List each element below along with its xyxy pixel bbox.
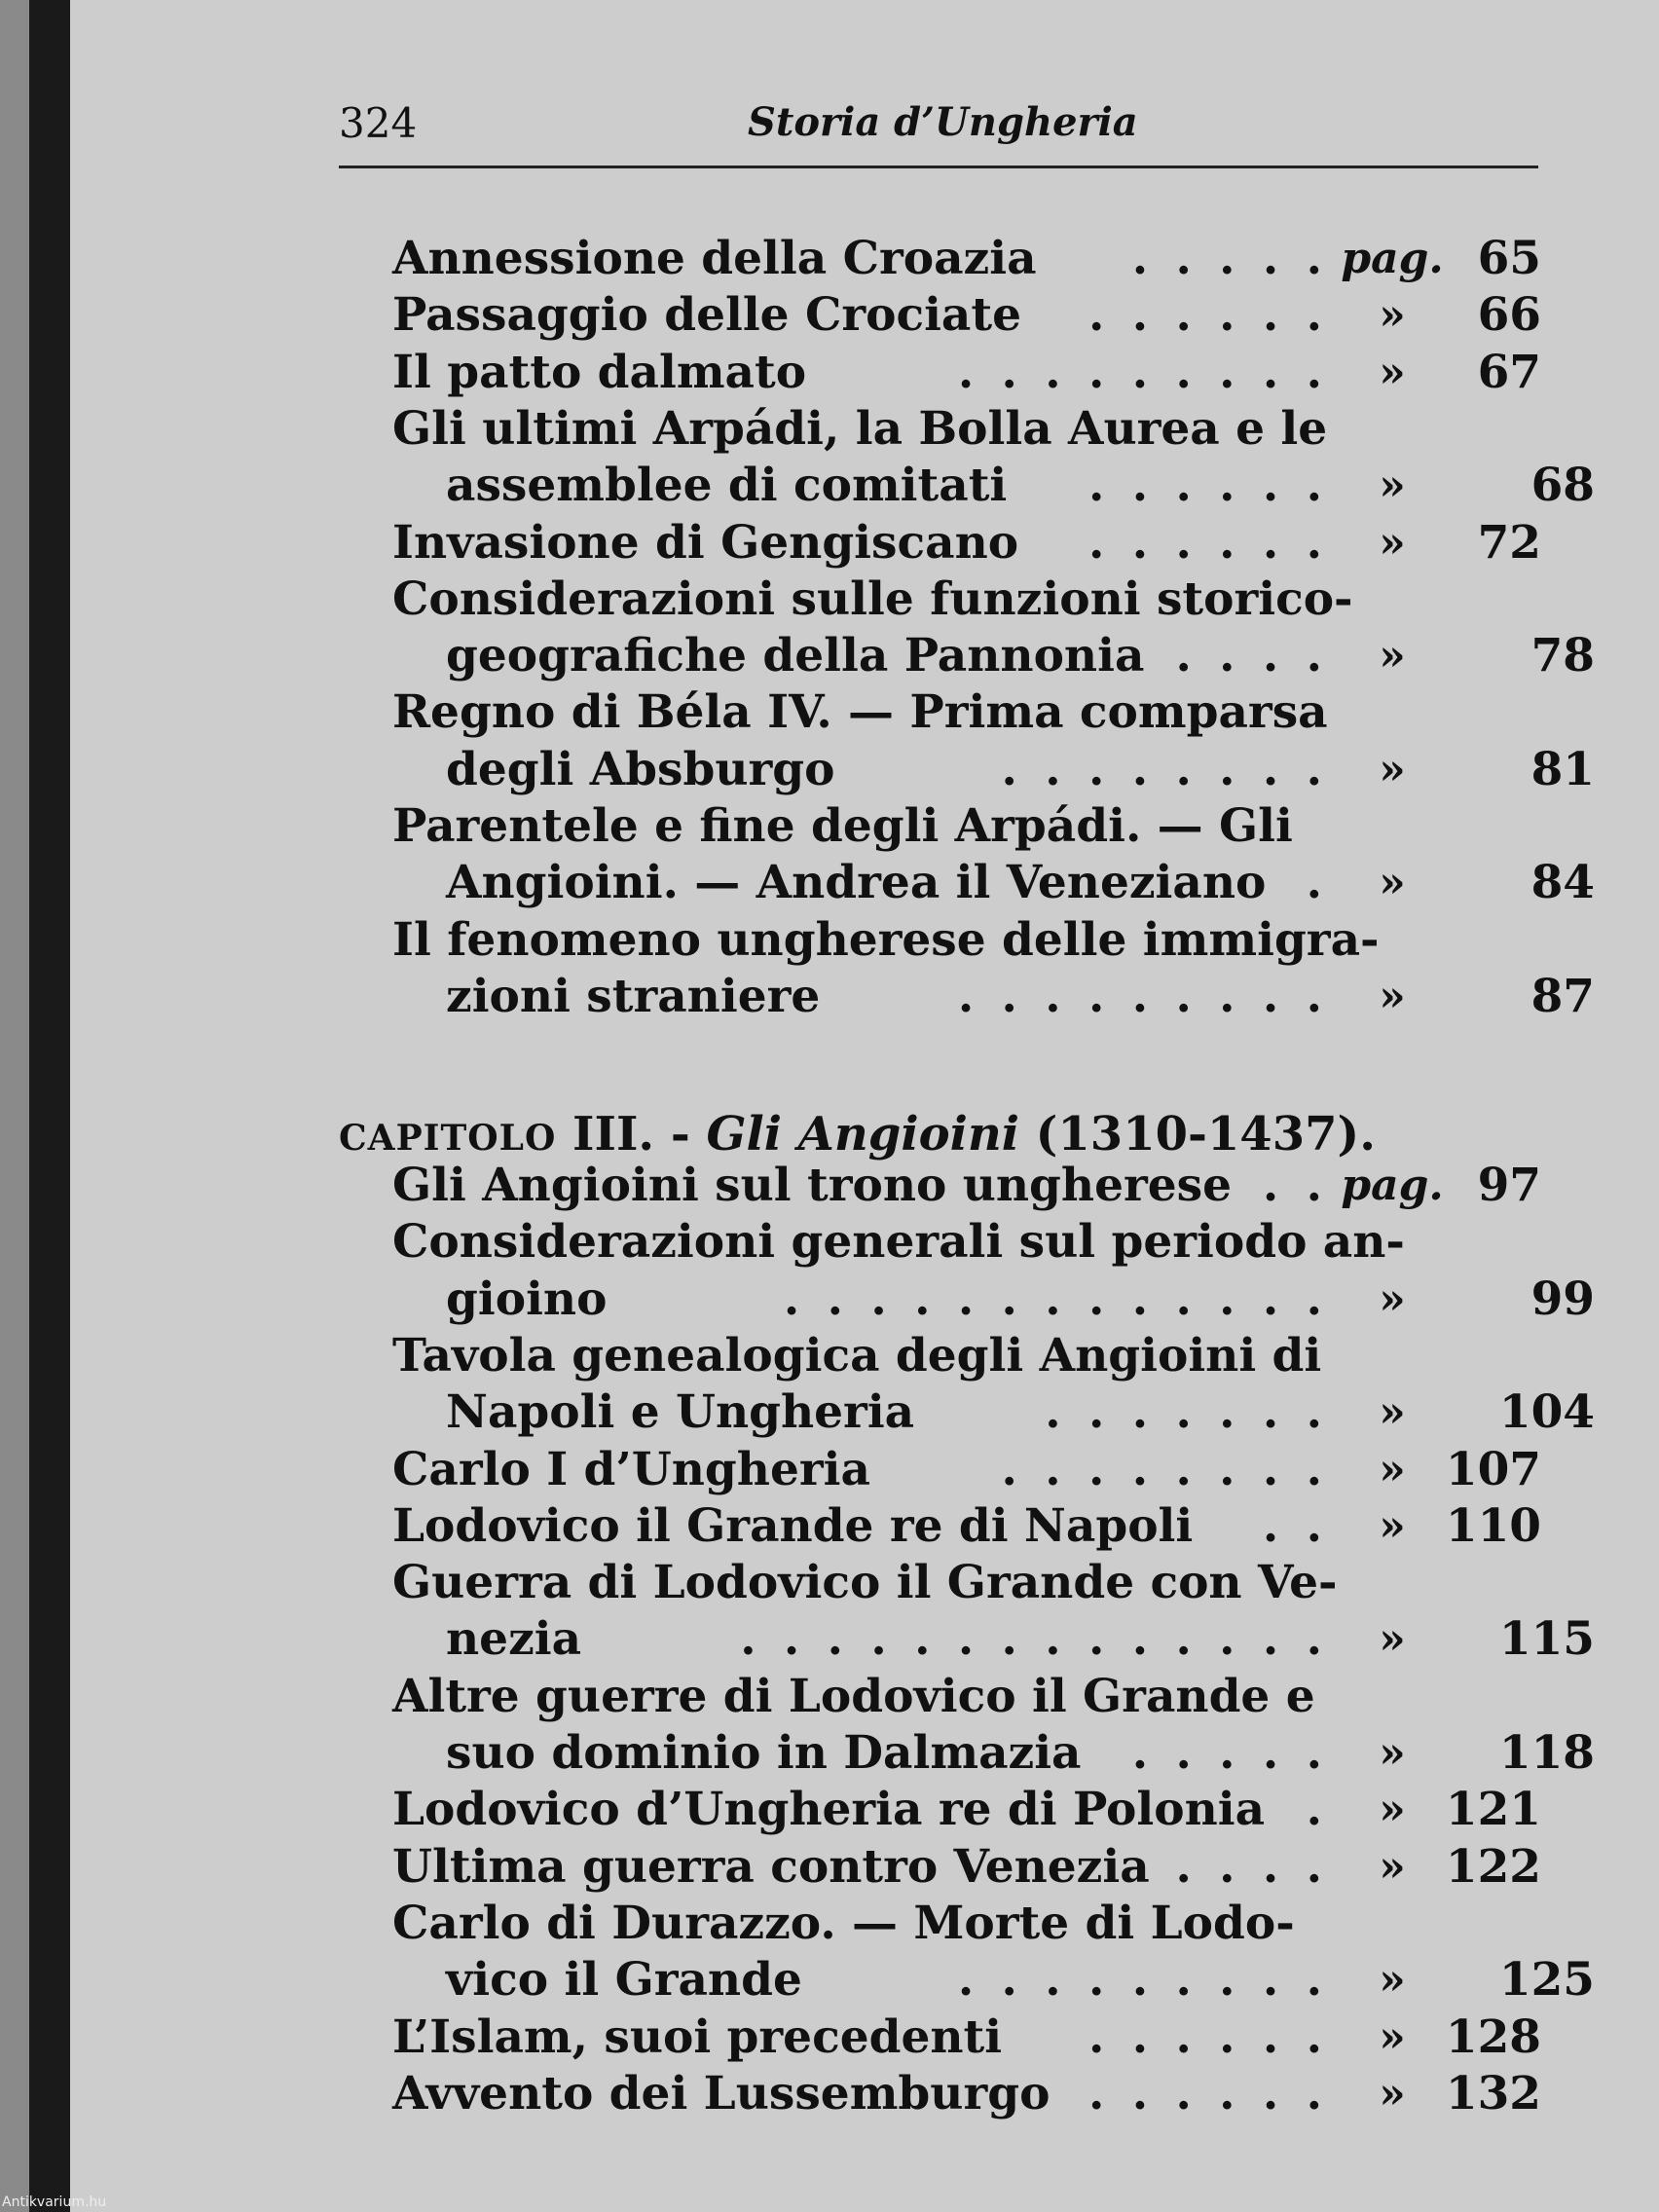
toc-entry-title: Passaggio delle Crociate xyxy=(392,288,1021,343)
page-marker: » xyxy=(1379,347,1406,397)
toc-page-number: 121 xyxy=(1445,1783,1541,1837)
toc-entry-title: L’Islam, suoi precedenti xyxy=(392,2009,1003,2064)
toc-entry xyxy=(392,346,1541,400)
page-marker: » xyxy=(1379,1728,1406,1778)
toc-entry xyxy=(392,2010,1541,2065)
toc-entry xyxy=(446,1612,1595,1667)
page-marker: » xyxy=(1379,2011,1406,2062)
toc-entry xyxy=(392,685,1541,740)
toc-entry-title: Gli Angioini sul trono ungherese xyxy=(392,1159,1233,1212)
page-marker: » xyxy=(1379,1955,1406,2006)
toc-entry-title: Il patto dalmato xyxy=(392,345,807,399)
leader-dots: . . . . . . xyxy=(1088,2009,1328,2064)
toc-entry xyxy=(392,1443,1541,1497)
leader-dots: . . . . xyxy=(1175,629,1328,683)
toc-entry xyxy=(392,1783,1541,1837)
page-marker: » xyxy=(1379,858,1406,908)
leader-dots: . . xyxy=(1262,1498,1328,1553)
toc-entry-title: Annessione della Croazia xyxy=(392,232,1037,285)
toc-entry xyxy=(392,913,1541,968)
toc-entry-title: degli Absburgo xyxy=(446,742,835,796)
toc-page-number: 84 xyxy=(1530,856,1595,910)
page-marker: » xyxy=(1379,517,1406,568)
toc-entry-title: Guerra di Lodovico il Grande con Ve- xyxy=(392,1556,1338,1610)
page-marker: » xyxy=(1379,971,1406,1021)
toc-page-number: 68 xyxy=(1530,459,1595,513)
toc-entry-title: Gli ultimi Arpádi, la Bolla Aurea e le xyxy=(392,401,1328,456)
page-marker: » xyxy=(1379,1500,1406,1551)
toc-entry xyxy=(446,1953,1595,2008)
toc-entry xyxy=(392,288,1541,343)
toc-entry xyxy=(392,1159,1541,1213)
watermark: Antikvarium.hu xyxy=(2,2194,107,2210)
leader-dots: . . . . . . . . . . . . . xyxy=(783,1272,1328,1326)
toc-entry-title: Regno di Béla IV. — Prima comparsa xyxy=(392,685,1328,740)
toc-entry xyxy=(446,856,1595,910)
leader-dots: . . . . xyxy=(1175,1839,1328,1894)
toc-entry-title: Invasione di Gengiscano xyxy=(392,515,1019,570)
toc-entry-title: Napoli e Ungheria xyxy=(446,1385,915,1440)
leader-dots: . xyxy=(1306,856,1328,910)
toc-entry-title: Angioini. — Andrea il Veneziano xyxy=(446,856,1267,910)
toc-page-number: 66 xyxy=(1477,288,1541,343)
toc-page-number: 72 xyxy=(1477,515,1541,570)
page-marker: » xyxy=(1379,2068,1406,2119)
toc-page-number: 115 xyxy=(1498,1612,1595,1667)
leader-dots: . xyxy=(1306,1783,1328,1837)
page-marker: » xyxy=(1379,1841,1406,1892)
leader-dots: . . . . . . xyxy=(1088,2066,1328,2120)
toc-entry-title: vico il Grande xyxy=(446,1953,802,2008)
page-marker: pag. xyxy=(1341,1161,1444,1210)
toc-page-number: 67 xyxy=(1477,345,1541,399)
toc-entry xyxy=(392,402,1541,457)
toc-page-number: 87 xyxy=(1530,969,1595,1023)
leader-dots: . . . . . . . . . xyxy=(957,969,1328,1023)
toc-page-number: 107 xyxy=(1445,1442,1541,1496)
leader-dots: . . . . . . xyxy=(1088,515,1328,570)
page-marker: » xyxy=(1379,461,1406,511)
toc-entry-title: Carlo I d’Ungheria xyxy=(392,1442,870,1496)
toc-entry-title: suo dominio in Dalmazia xyxy=(446,1726,1082,1780)
page-number: 324 xyxy=(339,99,418,147)
toc-page-number: 104 xyxy=(1498,1385,1595,1440)
page-marker: » xyxy=(1379,1444,1406,1494)
toc-page-number: 81 xyxy=(1530,742,1595,796)
toc-entry xyxy=(392,799,1541,854)
toc-page-number: 125 xyxy=(1498,1953,1595,2008)
toc-entry-title: Tavola genealogica degli Angioini di xyxy=(392,1328,1322,1382)
toc-entry-title: Considerazioni sulle funzioni storico- xyxy=(392,571,1353,626)
toc-entry xyxy=(446,970,1595,1024)
toc-entry-title: assemblee di comitati xyxy=(446,459,1008,513)
toc-page-number: 78 xyxy=(1530,629,1595,683)
toc-entry-title: Parentele e fine degli Arpádi. — Gli xyxy=(392,799,1293,853)
page-marker: » xyxy=(1379,1387,1406,1438)
toc-entry-title: Lodovico il Grande re di Napoli xyxy=(392,1498,1194,1553)
toc-page-number: 128 xyxy=(1445,2009,1541,2064)
toc-entry xyxy=(392,1670,1541,1724)
leader-dots: . . . . . . xyxy=(1088,459,1328,513)
toc-entry xyxy=(392,2067,1541,2121)
toc-entry xyxy=(392,1215,1541,1270)
toc-entry-title: gioino xyxy=(446,1272,608,1326)
running-title: Storia d’Ungheria xyxy=(748,99,1138,145)
toc-entry-title: Considerazioni generali sul periodo an- xyxy=(392,1215,1405,1270)
toc-entry xyxy=(392,1556,1541,1610)
toc-entry xyxy=(392,516,1541,571)
leader-dots: . . xyxy=(1262,1159,1328,1212)
page-marker: » xyxy=(1379,1273,1406,1324)
chapter-number: III. xyxy=(572,1107,655,1161)
toc-entry xyxy=(446,1726,1595,1781)
toc-entry-title: Avvento dei Lussemburgo xyxy=(392,2066,1051,2120)
page-marker: » xyxy=(1379,744,1406,794)
chapter-years: (1310-1437). xyxy=(1018,1107,1376,1161)
toc-entry xyxy=(446,1272,1595,1327)
toc-page-number: 97 xyxy=(1477,1159,1541,1212)
leader-dots: . . . . . . . . . . . . . . xyxy=(740,1612,1328,1667)
page-marker: » xyxy=(1379,1785,1406,1835)
chapter-title: Gli Angioini xyxy=(706,1107,1019,1161)
leader-dots: . . . . . . xyxy=(1088,288,1328,343)
page-marker: pag. xyxy=(1341,234,1444,283)
toc-entry xyxy=(392,1329,1541,1383)
leader-dots: . . . . . . . . . xyxy=(957,1953,1328,2008)
toc-entry xyxy=(446,629,1595,683)
toc-entry-title: Carlo di Durazzo. — Morte di Lodo- xyxy=(392,1896,1295,1950)
page-marker: » xyxy=(1379,1614,1406,1665)
toc-page-number: 110 xyxy=(1445,1498,1541,1553)
leader-dots: . . . . . . . . . xyxy=(957,345,1328,399)
toc-entry xyxy=(392,232,1541,286)
toc-page-number: 118 xyxy=(1498,1726,1595,1780)
toc-page-number: 99 xyxy=(1530,1272,1595,1326)
leader-dots: . . . . . . . xyxy=(1045,1385,1328,1440)
toc-entry-title: geografiche della Pannonia xyxy=(446,629,1145,683)
toc-page-number: 122 xyxy=(1445,1839,1541,1894)
toc-entry-title: nezia xyxy=(446,1612,582,1667)
toc-entry-title: Altre guerre di Lodovico il Grande e xyxy=(392,1669,1315,1723)
leader-dots: . . . . . xyxy=(1131,1726,1328,1780)
toc-entry-title: Lodovico d’Ungheria re di Polonia xyxy=(392,1783,1266,1837)
toc-page-number: 65 xyxy=(1477,232,1541,285)
toc-entry xyxy=(392,572,1541,627)
toc-page-number: 132 xyxy=(1445,2066,1541,2120)
toc-entry-title: zioni straniere xyxy=(446,969,821,1023)
chapter-label: CAPITOLO xyxy=(339,1118,557,1159)
toc-entry xyxy=(446,459,1595,513)
toc-entry xyxy=(446,1385,1595,1440)
toc-entry xyxy=(392,1840,1541,1895)
leader-dots: . . . . . xyxy=(1131,232,1328,285)
leader-dots: . . . . . . . . xyxy=(1001,742,1328,796)
toc-entry xyxy=(446,743,1595,797)
toc-entry xyxy=(392,1499,1541,1554)
page-marker: » xyxy=(1379,290,1406,341)
chapter-separator: - xyxy=(654,1107,707,1161)
toc-entry xyxy=(392,1897,1541,1951)
toc-entry-title: Ultima guerra contro Venezia xyxy=(392,1839,1150,1894)
toc-entry-title: Il fenomeno ungherese delle immigra- xyxy=(392,912,1380,967)
leader-dots: . . . . . . . . xyxy=(1001,1442,1328,1496)
page-marker: » xyxy=(1379,631,1406,682)
chapter-heading xyxy=(339,1105,1376,1163)
